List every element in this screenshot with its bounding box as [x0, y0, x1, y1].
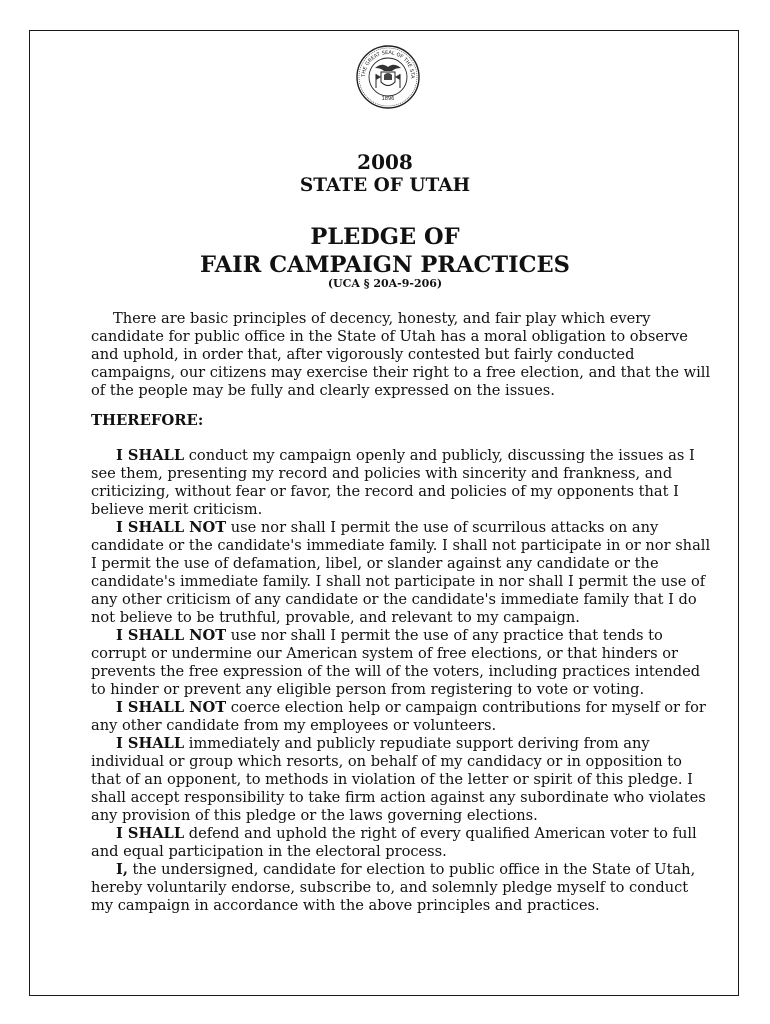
- clause-lead: I SHALL NOT: [116, 699, 227, 716]
- title-line-2: FAIR CAMPAIGN PRACTICES: [200, 252, 570, 278]
- clause-lead: I SHALL: [116, 825, 185, 842]
- year-heading: 2008: [357, 150, 413, 174]
- intro-paragraph: There are basic principles of decency, honesty, and fair play which every candidate for public office in the State of Utah has a moral obligation to observe and uphold, in order that, after vigorously contested but fairly conducted campaigns, our citizens may exercise their right to a free election, and that the will of the people may be fully and clearly expressed on the issues.: [91, 310, 711, 399]
- title-line-1: PLEDGE OF: [310, 224, 460, 250]
- pledge-clause: [91, 861, 711, 915]
- clause-lead: I,: [116, 861, 128, 878]
- statute-citation: (UCA § 20A-9-206): [327, 277, 443, 290]
- clause-lead: I SHALL NOT: [116, 627, 227, 644]
- clause-text: the undersigned, candidate for election to public office in the State of Utah, hereby voluntarily endorse, subscribe to, and solemnly pledge myself to conduct my campaign in accordance with the above principles and practices.: [91, 861, 696, 914]
- clause-text: conduct my campaign openly and publicly, discussing the issues as I see them, presenting my record and policies with sincerity and frankness, and criticizing, without fear or favor, the record and policies of my opponents that I believe merit criticism.: [91, 447, 695, 518]
- pledge-clause: [91, 519, 711, 627]
- utah-state-seal-icon: [355, 44, 421, 110]
- pledge-clause: [91, 447, 711, 519]
- clause-text: defend and uphold the right of every qualified American voter to full and equal participation in the electoral process.: [91, 825, 697, 860]
- svg-text:1896: 1896: [381, 96, 395, 102]
- pledge-clause: [91, 825, 711, 861]
- clause-text: immediately and publicly repudiate support deriving from any individual or group which resorts, on behalf of my candidacy or in opposition to that of an opponent, to methods in violation of the letter or spirit of this pledge. I shall accept responsibility to take firm action against any subordinate who violates any provision of this pledge or the laws governing elections.: [91, 735, 706, 824]
- clause-text: coerce election help or campaign contributions for myself or for any other candidate from my employees or volunteers.: [91, 699, 706, 734]
- state-heading: STATE OF UTAH: [299, 175, 471, 196]
- pledge-clauses: [91, 447, 711, 915]
- pledge-clause: [91, 735, 711, 825]
- svg-text:THE GREAT SEAL OF THE STATE OF: THE GREAT SEAL OF THE STA: [360, 49, 416, 79]
- clause-lead: I SHALL NOT: [116, 519, 227, 536]
- pledge-clause: [91, 699, 711, 735]
- clause-lead: I SHALL: [116, 447, 185, 464]
- therefore-heading: THEREFORE:: [91, 412, 204, 429]
- clause-text: use nor shall I permit the use of any practice that tends to corrupt or undermine our American system of free elections, or that hinders or prevents the free expression of the will of the voters, including practices intended to hinder or prevent any eligible person from registering to vote or voting.: [91, 627, 701, 698]
- clause-text: use nor shall I permit the use of scurrilous attacks on any candidate or the candidate's immediate family. I shall not participate in or nor shall I permit the use of defamation, libel, or slander against any candidate or the candidate's immediate family. I shall not participate in nor shall I permit the use of any other criticism of any candidate or the candidate's immediate family that I do not believe to be truthful, provable, and relevant to my campaign.: [91, 519, 711, 626]
- pledge-clause: [91, 627, 711, 699]
- clause-lead: I SHALL: [116, 735, 185, 752]
